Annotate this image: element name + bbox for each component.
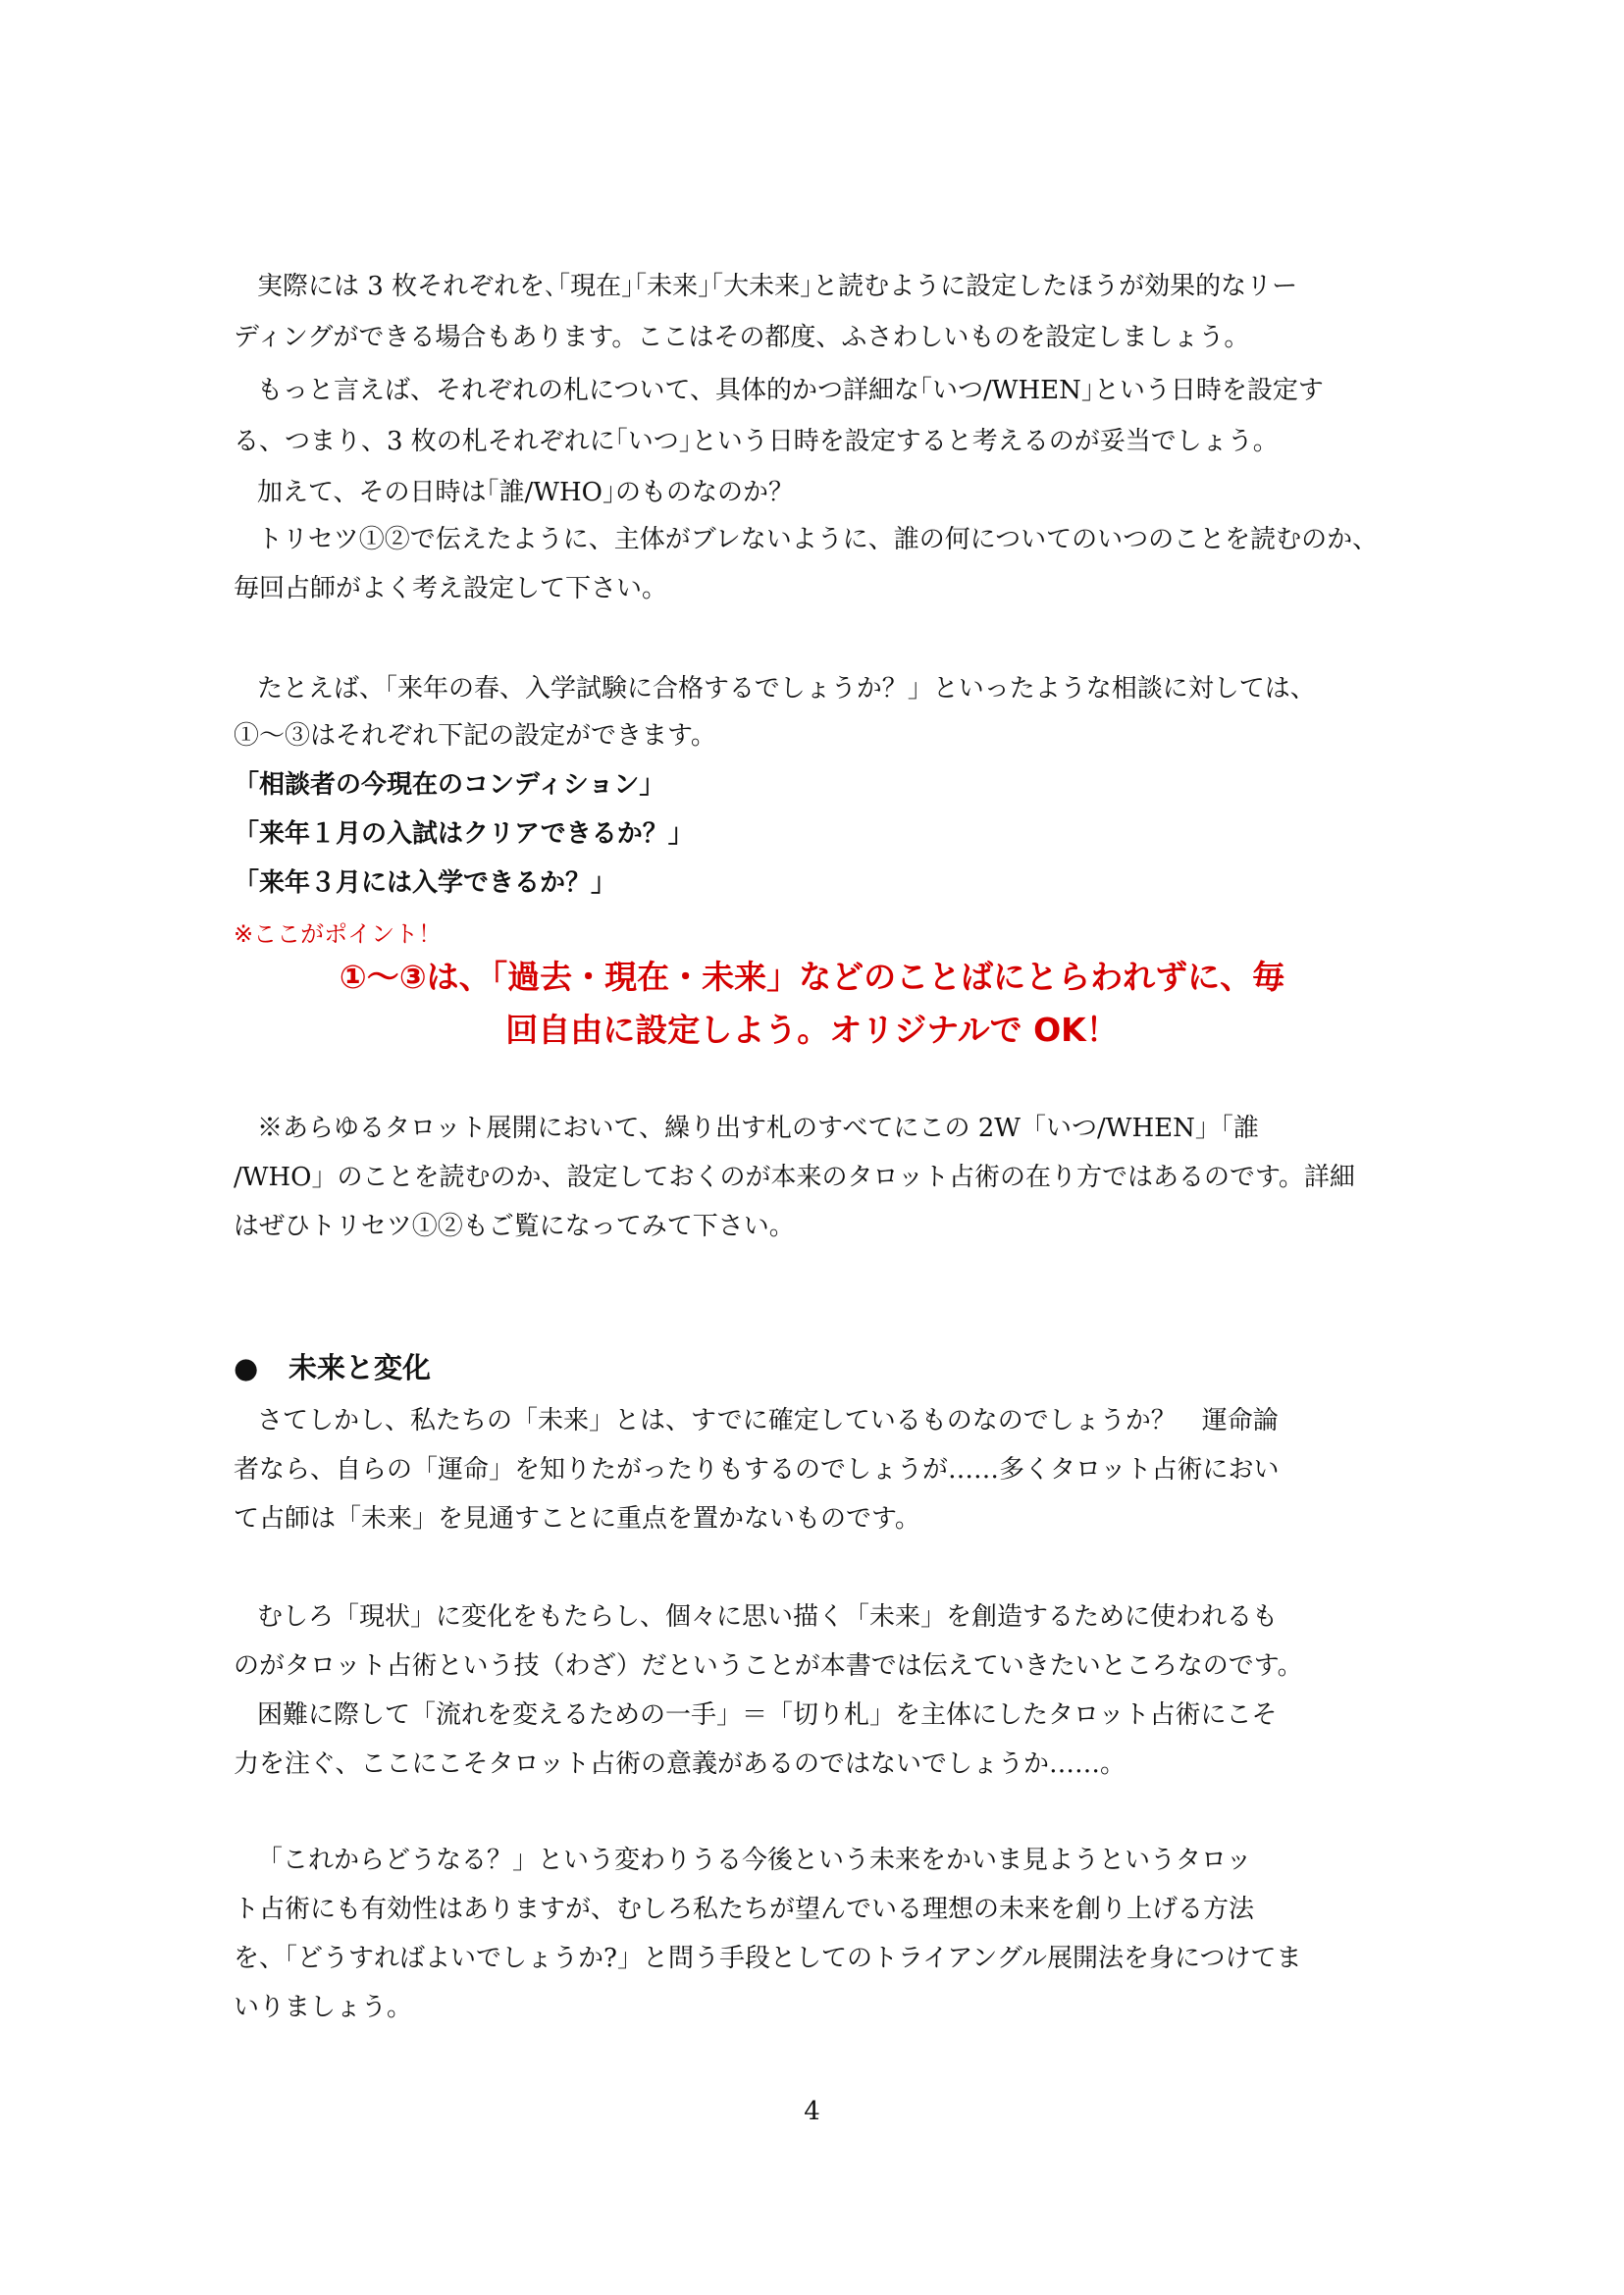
setting-item: 「来年３月には入学できるか？」 (234, 868, 617, 898)
paragraph-line: さてしかし、私たちの「未来」とは、すでに確定しているものなのでしょうか？ 運命論 (257, 1406, 1279, 1435)
paragraph-line: 者なら、自らの「運命」を知りたがったりもするのでしょうが……多くタロット占術におい (234, 1455, 1280, 1485)
setting-item: 「来年１月の入試はクリアできるか？」 (234, 819, 694, 849)
point-label: ※ここがポイント！ (234, 920, 443, 948)
paragraph-line: ※あらゆるタロット展開において、繰り出す札のすべてにこの 2W「いつ/WHEN」「誰 (257, 1114, 1259, 1143)
point-callout-line: ①～③は、「過去・現在・未来」などのことばにとらわれずに、毎 (339, 958, 1285, 996)
paragraph-line: ト占術にも有効性はありますが、むしろ私たちが望んでいる理想の未来を創り上げる方法 (234, 1895, 1255, 1924)
paragraph-line: むしろ「現状」に変化をもたらし、個々に思い描く「未来」を創造するために使われるも (257, 1602, 1279, 1632)
paragraph-line: る、つまり、3 枚の札それぞれに｢いつ｣という日時を設定すると考えるのが妥当でしょう。 (234, 427, 1279, 456)
paragraph-line: 力を注ぐ、ここにこそタロット占術の意義があるのではないでしょうか……。 (234, 1749, 1126, 1779)
paragraph-line: もっと言えば、それぞれの札について、具体的かつ詳細な｢いつ/WHEN｣という日時を設定す (257, 376, 1324, 405)
paragraph-line: 困難に際して「流れを変えるための一手」＝「切り札」を主体にしたタロット占術にこそ (257, 1700, 1278, 1730)
paragraph-line: /WHO」のことを読むのか、設定しておくのが本来のタロット占術の在り方ではあるのです。詳細 (234, 1163, 1355, 1192)
paragraph-line: ディングができる場合もあります。ここはその都度、ふさわしいものを設定しましょう。 (234, 323, 1250, 352)
page-number: 4 (804, 2097, 820, 2126)
paragraph-line: 実際には 3 枚それぞれを､｢現在｣｢未来｣｢大未来｣と読むように設定したほうが効果的なリー (257, 272, 1298, 301)
paragraph-line: を、「どうすればよいでしょうか?」と問う手段としてのトライアングル展開法を身につけてま (234, 1944, 1302, 1973)
paragraph-line: 加えて、その日時は｢誰/WHO｣のものなのか？ (257, 478, 794, 507)
paragraph-line: 毎回占師がよく考え設定して下さい。 (234, 574, 668, 603)
paragraph-line: のがタロット占術という技（わざ）だということが本書では伝えていきたいところなのです。 (234, 1651, 1303, 1681)
paragraph-line: 「これからどうなる？」という変わりうる今後という未来をかいま見ようというタロッ (257, 1846, 1252, 1875)
section-heading (234, 1346, 431, 1389)
paragraph-line: はぜひトリセツ①②もご覧になってみて下さい。 (234, 1212, 795, 1241)
point-callout-line: 回自由に設定しよう。オリジナルで OK！ (505, 1011, 1119, 1049)
section-title: 未来と変化 (288, 1351, 432, 1384)
paragraph-line: たとえば、「来年の春、入学試験に合格するでしょうか？」といったような相談に対しては、 (257, 674, 1316, 704)
paragraph-line: いりましょう。 (234, 1993, 413, 2022)
bullet-icon: ● (234, 1351, 259, 1384)
paragraph-line: て占師は「未来」を見通すことに重点を置かないものです。 (234, 1504, 920, 1534)
paragraph-line: ①～③はそれぞれ下記の設定ができます。 (234, 721, 716, 751)
paragraph-line: トリセツ①②で伝えたように、主体がブレないように、誰の何についてのいつのことを読むのか、 (257, 525, 1379, 554)
setting-item: 「相談者の今現在のコンディション」 (234, 770, 665, 800)
